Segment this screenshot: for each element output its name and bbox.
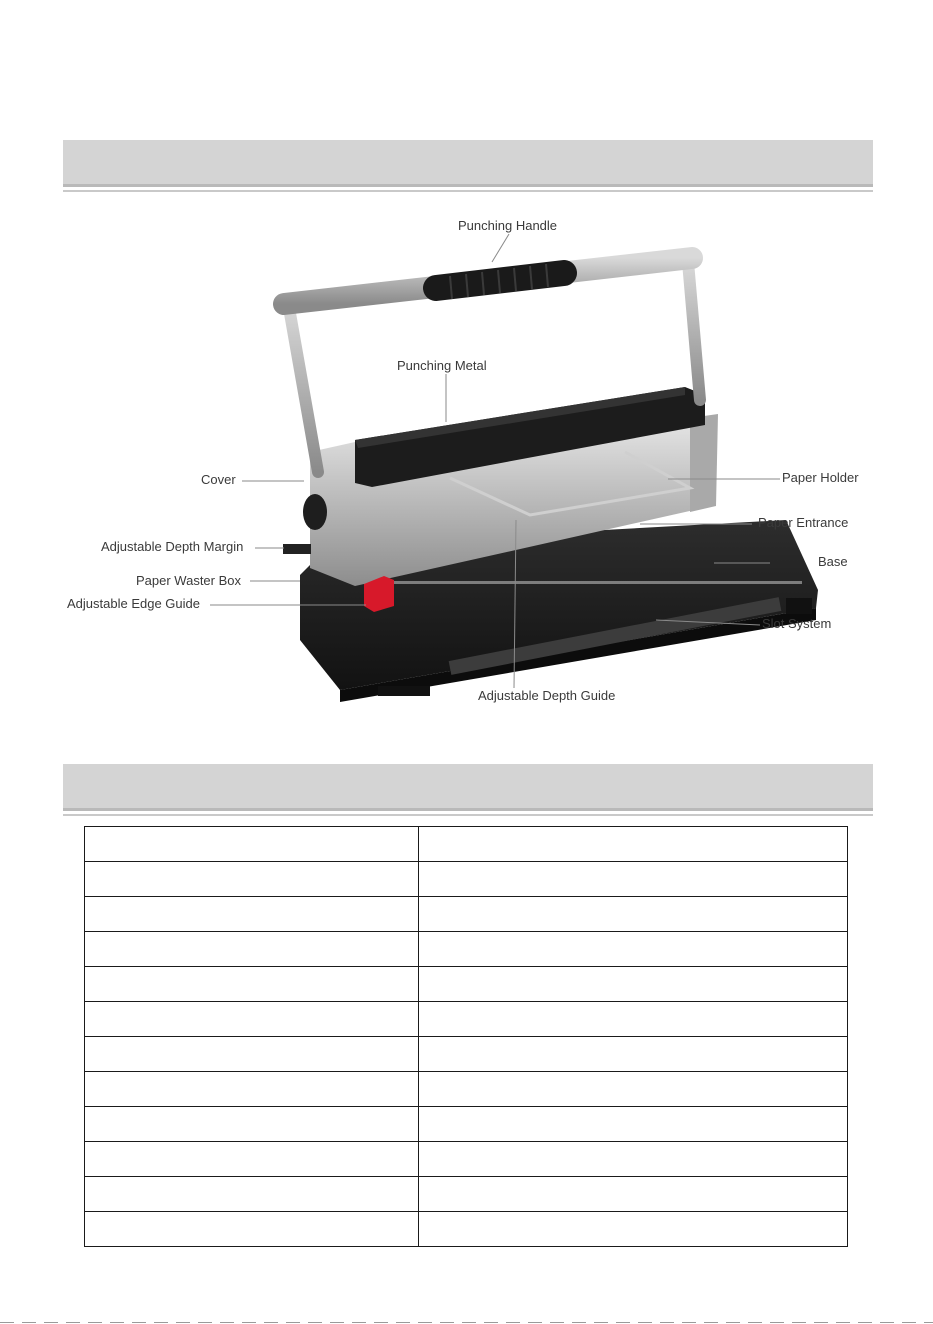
table-row — [85, 897, 848, 932]
table-cell — [419, 967, 848, 1002]
table-row — [85, 1142, 848, 1177]
table-cell — [85, 1142, 419, 1177]
callout-paper-holder: Paper Holder — [782, 470, 859, 485]
table-cell — [419, 1212, 848, 1247]
table-cell — [85, 1177, 419, 1212]
table-row — [85, 1002, 848, 1037]
section-header-bar-2 — [63, 764, 873, 811]
machine-illustration — [283, 258, 818, 702]
table-cell — [419, 1107, 848, 1142]
spec-table — [84, 826, 848, 1247]
table-cell — [419, 897, 848, 932]
table-cell — [419, 1002, 848, 1037]
table-cell — [419, 862, 848, 897]
table-cell — [419, 932, 848, 967]
table-cell — [85, 967, 419, 1002]
table-row — [85, 1072, 848, 1107]
section-header-bar-1 — [63, 140, 873, 187]
table-cell — [85, 827, 419, 862]
table-cell — [419, 827, 848, 862]
table-cell — [419, 1177, 848, 1212]
table-cell — [419, 1037, 848, 1072]
table-cell — [85, 1212, 419, 1247]
table-cell — [419, 1142, 848, 1177]
table-row — [85, 1107, 848, 1142]
callout-slot-system: Slot System — [762, 616, 832, 631]
table-row — [85, 862, 848, 897]
table-cell — [85, 862, 419, 897]
table-cell — [85, 1072, 419, 1107]
table-cell — [85, 1037, 419, 1072]
callout-punching-metal: Punching Metal — [397, 358, 487, 373]
callout-adjustable-depth-guide: Adjustable Depth Guide — [478, 688, 616, 703]
table-cell — [85, 1002, 419, 1037]
table-row — [85, 1037, 848, 1072]
binding-machine-diagram — [0, 196, 933, 726]
callout-adjustable-depth-margin: Adjustable Depth Margin — [101, 539, 244, 554]
callout-adjustable-edge-guide: Adjustable Edge Guide — [67, 596, 200, 611]
table-row — [85, 1212, 848, 1247]
table-cell — [419, 1072, 848, 1107]
page-bottom-rule — [0, 1322, 933, 1323]
callout-paper-entrance: Paper Entrance — [758, 515, 849, 530]
table-row — [85, 932, 848, 967]
table-cell — [85, 932, 419, 967]
callout-paper-waster-box: Paper Waster Box — [136, 573, 242, 588]
table-row — [85, 1177, 848, 1212]
table-cell — [85, 897, 419, 932]
callout-punching-handle: Punching Handle — [458, 218, 558, 233]
table-row — [85, 827, 848, 862]
table-cell — [85, 1107, 419, 1142]
callout-base: Base — [818, 554, 848, 569]
table-row — [85, 967, 848, 1002]
callout-cover: Cover — [201, 472, 236, 487]
